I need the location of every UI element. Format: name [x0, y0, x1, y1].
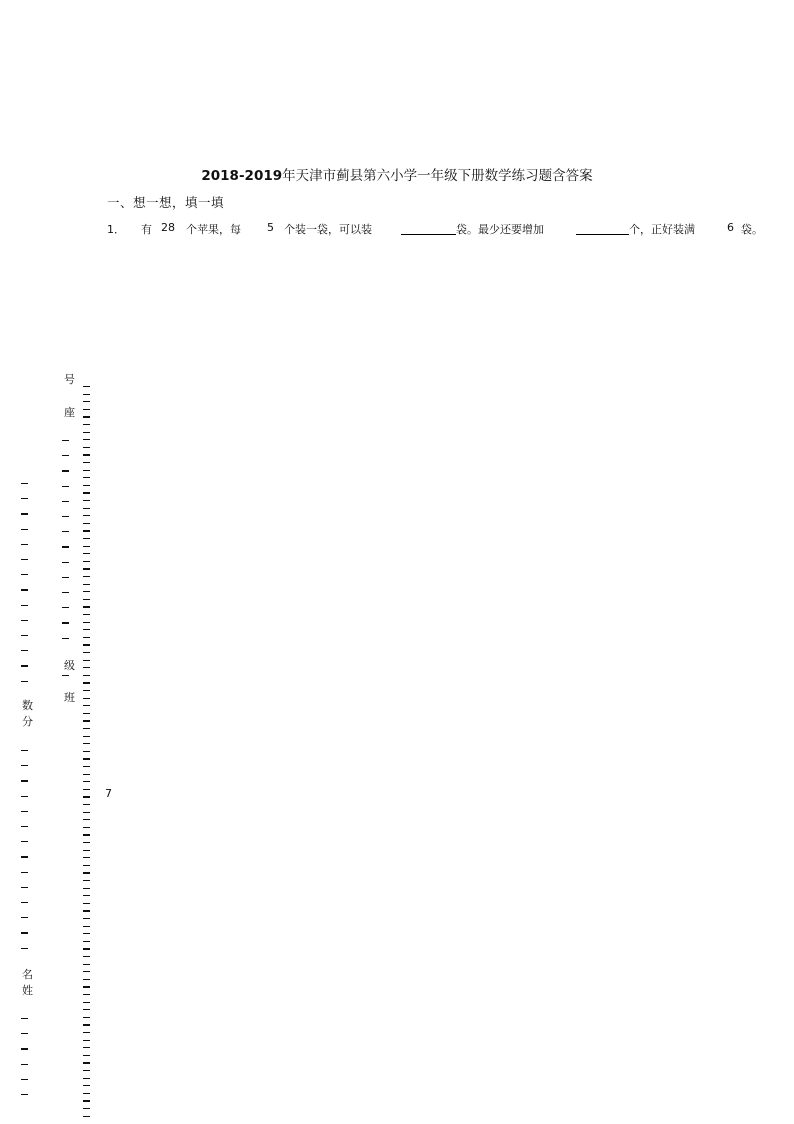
binding-dash: [83, 553, 90, 554]
binding-dash: [21, 665, 28, 666]
binding-dash: [21, 1064, 28, 1065]
binding-dash: [21, 872, 28, 873]
binding-dash: [83, 872, 90, 873]
binding-dash: [21, 483, 28, 484]
binding-dash: [21, 826, 28, 827]
binding-dash: [83, 439, 90, 440]
binding-dash: [83, 523, 90, 524]
binding-dash: [62, 501, 69, 502]
score-label-1: 数: [22, 699, 33, 712]
binding-dash: [83, 690, 90, 691]
binding-dash: [83, 880, 90, 881]
binding-dash: [83, 606, 90, 607]
binding-dash: [83, 1017, 90, 1018]
binding-dash: [21, 811, 28, 812]
binding-dash: [21, 856, 28, 857]
binding-dash: [21, 513, 28, 514]
binding-dash: [83, 500, 90, 501]
binding-dash: [83, 834, 90, 835]
binding-dash: [83, 652, 90, 653]
binding-dash: [83, 470, 90, 471]
binding-dash: [83, 857, 90, 858]
binding-dash: [83, 546, 90, 547]
binding-dash: [83, 698, 90, 699]
score-label-2: 分: [22, 715, 33, 728]
binding-dash: [21, 841, 28, 842]
binding-dash: [62, 455, 69, 456]
seat-label-1: 号: [64, 373, 75, 386]
binding-dash: [62, 516, 69, 517]
binding-dash: [83, 933, 90, 934]
answer-blank-1[interactable]: [401, 222, 456, 235]
binding-dash: [21, 544, 28, 545]
binding-dash: [83, 599, 90, 600]
binding-dash: [83, 888, 90, 889]
binding-dash: [83, 508, 90, 509]
binding-dash: [21, 780, 28, 781]
answer-blank-2[interactable]: [576, 222, 629, 235]
question-text: 个，正好装满: [629, 223, 695, 236]
binding-dash: [83, 1116, 90, 1117]
binding-dash: [83, 926, 90, 927]
binding-dash: [21, 559, 28, 560]
question-text: 个苹果，每: [186, 223, 241, 236]
binding-dash: [83, 842, 90, 843]
binding-dash: [83, 910, 90, 911]
binding-dash: [83, 538, 90, 539]
binding-dash: [83, 994, 90, 995]
binding-dash: [83, 1032, 90, 1033]
binding-dash: [83, 644, 90, 645]
question-text: 袋。: [741, 223, 763, 236]
class-label-2: 班: [64, 691, 75, 704]
binding-dash: [83, 584, 90, 585]
binding-dash: [83, 971, 90, 972]
binding-dash: [83, 568, 90, 569]
binding-dash: [21, 1033, 28, 1034]
binding-dash: [21, 887, 28, 888]
class-label-1: 级: [64, 659, 75, 672]
binding-dash: [21, 498, 28, 499]
binding-dash: [62, 592, 69, 593]
binding-dash: [21, 948, 28, 949]
binding-dash: [83, 789, 90, 790]
binding-dash: [62, 622, 69, 623]
binding-dash: [21, 1094, 28, 1095]
binding-dash: [83, 1078, 90, 1079]
binding-dash: [83, 827, 90, 828]
binding-dash: [83, 766, 90, 767]
binding-dash: [83, 576, 90, 577]
binding-dash: [83, 774, 90, 775]
question-number-value: 28: [161, 221, 175, 234]
binding-dash: [83, 1100, 90, 1101]
binding-dash: [83, 660, 90, 661]
binding-dash: [83, 1085, 90, 1086]
binding-dash: [83, 850, 90, 851]
question-text: 袋。最少还要增加: [456, 223, 544, 236]
binding-dash: [83, 394, 90, 395]
binding-dash: [83, 941, 90, 942]
binding-dash: [83, 948, 90, 949]
question-number-value: 6: [727, 221, 734, 234]
binding-dash: [62, 486, 69, 487]
binding-dash: [62, 531, 69, 532]
binding-dash: [83, 1009, 90, 1010]
binding-dash: [83, 736, 90, 737]
question-text: 有: [141, 223, 152, 236]
page-title: [0, 164, 794, 184]
binding-dash: [83, 895, 90, 896]
binding-dash: [62, 675, 69, 676]
binding-dash: [83, 720, 90, 721]
binding-dash: [83, 1108, 90, 1109]
binding-dash: [62, 577, 69, 578]
binding-dash: [62, 440, 69, 441]
binding-dash: [83, 758, 90, 759]
binding-dash: [83, 386, 90, 387]
binding-dash: [83, 918, 90, 919]
binding-dash: [83, 622, 90, 623]
binding-dash: [21, 589, 28, 590]
binding-dash: [21, 650, 28, 651]
binding-dash: [21, 917, 28, 918]
binding-dash: [83, 796, 90, 797]
binding-dash: [83, 1062, 90, 1063]
binding-dash: [62, 638, 69, 639]
binding-dash: [83, 865, 90, 866]
binding-dash: [83, 743, 90, 744]
binding-dash: [83, 530, 90, 531]
binding-dash: [83, 812, 90, 813]
seat-label-2: 座: [64, 406, 75, 419]
question-text: 个装一袋，可以装: [284, 223, 372, 236]
margin-number: 7: [105, 787, 112, 800]
binding-dash: [83, 903, 90, 904]
binding-dash: [21, 574, 28, 575]
binding-dash: [83, 1055, 90, 1056]
binding-dash: [83, 614, 90, 615]
binding-dash: [83, 705, 90, 706]
binding-dash: [83, 432, 90, 433]
title-text: 年天津市蓟县第六小学一年级下册数学练习题含答案: [282, 168, 593, 184]
section-heading: 一、想一想，填一填: [107, 195, 225, 210]
binding-dash: [83, 591, 90, 592]
binding-dash: [21, 1018, 28, 1019]
binding-dash: [83, 986, 90, 987]
binding-dash: [83, 401, 90, 402]
binding-dash: [21, 681, 28, 682]
binding-dash: [83, 454, 90, 455]
binding-dash: [83, 1040, 90, 1041]
binding-dash: [83, 629, 90, 630]
binding-dash: [62, 470, 69, 471]
binding-dash: [83, 424, 90, 425]
binding-dash: [83, 728, 90, 729]
binding-dash: [83, 667, 90, 668]
binding-dash: [83, 447, 90, 448]
binding-dash: [83, 485, 90, 486]
binding-dash: [21, 902, 28, 903]
binding-dash: [21, 750, 28, 751]
binding-dash: [62, 546, 69, 547]
binding-dash: [83, 682, 90, 683]
binding-dash: [83, 462, 90, 463]
binding-dash: [21, 605, 28, 606]
binding-dash: [83, 751, 90, 752]
title-years: 2018-2019: [201, 168, 283, 184]
binding-dash: [21, 1048, 28, 1049]
binding-dash: [83, 416, 90, 417]
binding-dash: [83, 713, 90, 714]
binding-dash: [83, 492, 90, 493]
binding-dash: [21, 796, 28, 797]
binding-dash: [83, 1002, 90, 1003]
binding-dash: [83, 964, 90, 965]
binding-dash: [21, 635, 28, 636]
binding-dash: [83, 561, 90, 562]
binding-dash: [83, 675, 90, 676]
binding-dash: [21, 620, 28, 621]
binding-dash: [83, 515, 90, 516]
binding-dash: [83, 979, 90, 980]
question-number-value: 5: [267, 221, 274, 234]
binding-dash: [83, 1093, 90, 1094]
binding-dash: [62, 607, 69, 608]
binding-dash: [83, 1024, 90, 1025]
binding-dash: [21, 932, 28, 933]
binding-dash: [21, 529, 28, 530]
binding-dash: [83, 1070, 90, 1071]
binding-dash: [21, 765, 28, 766]
name-label-2: 姓: [22, 984, 33, 997]
binding-dash: [83, 781, 90, 782]
name-label-1: 名: [22, 968, 33, 981]
binding-dash: [62, 562, 69, 563]
binding-dash: [21, 1079, 28, 1080]
binding-dash: [83, 956, 90, 957]
binding-dash: [83, 1047, 90, 1048]
binding-dash: [83, 637, 90, 638]
binding-dash: [83, 477, 90, 478]
question-number: 1．: [107, 223, 125, 236]
binding-dash: [83, 804, 90, 805]
binding-dash: [83, 819, 90, 820]
binding-dash: [83, 409, 90, 410]
